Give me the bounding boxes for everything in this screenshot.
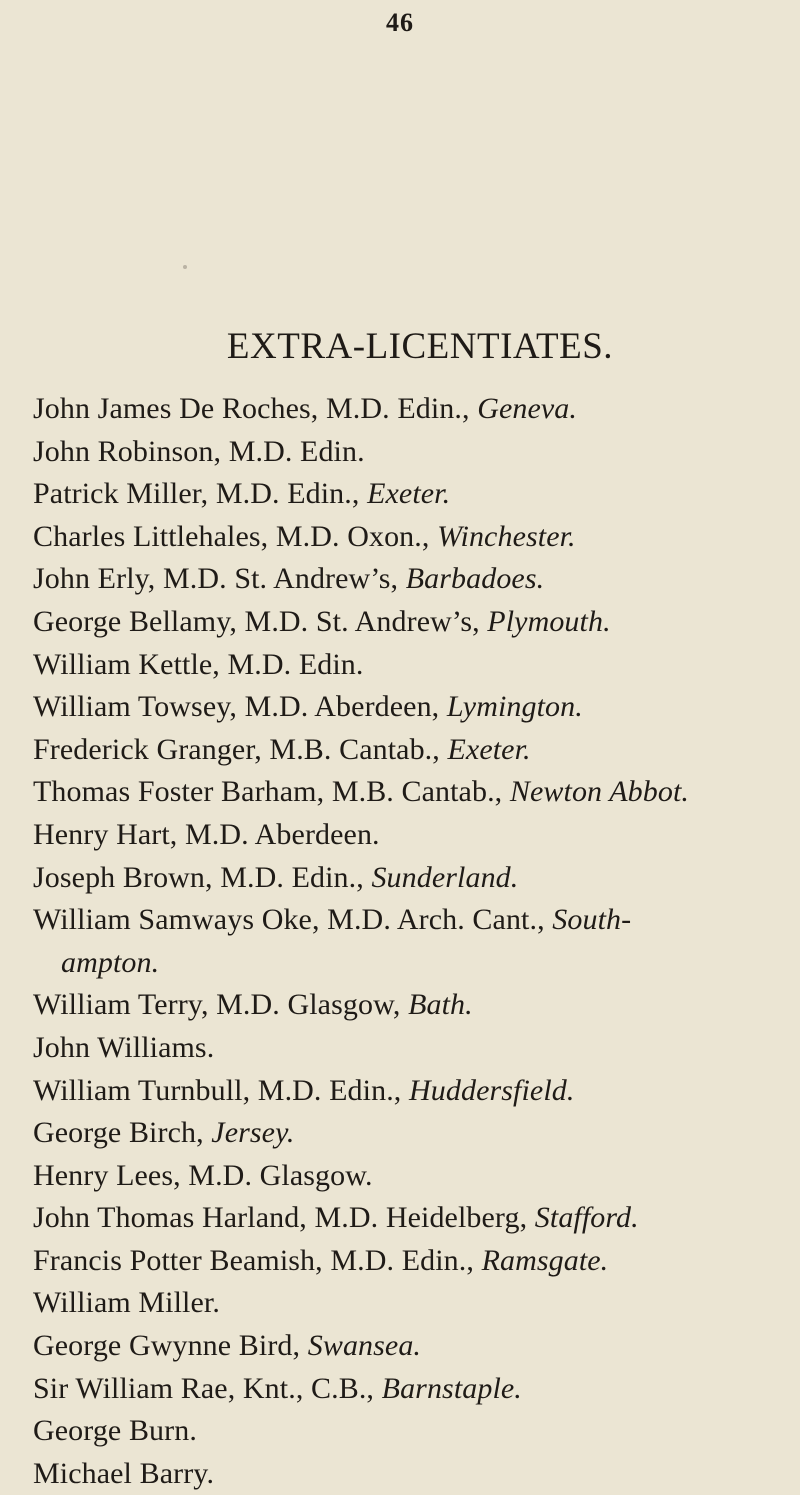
- entry-line: [33, 1031, 214, 1064]
- entry-line: [33, 775, 689, 808]
- entry-name: William Kettle, M.D. Edin.: [33, 647, 364, 681]
- list-item: [33, 1368, 798, 1411]
- entry-place: Swansea.: [307, 1329, 422, 1363]
- entry-place: Winchester.: [437, 519, 576, 553]
- entry-name: Joseph Brown, M.D. Edin.,: [33, 860, 372, 894]
- entry-line: [33, 1116, 294, 1149]
- entry-line: [33, 1244, 608, 1277]
- entry-name: John Thomas Harland, M.D. Heidelberg,: [33, 1201, 535, 1235]
- entry-name: Francis Potter Beamish, M.D. Edin.,: [33, 1243, 482, 1277]
- entry-place: Sunderland.: [371, 860, 519, 894]
- entry-line: [33, 818, 380, 851]
- entry-line: [33, 1414, 197, 1447]
- entry-name: Henry Lees, M.D. Glasgow.: [33, 1158, 373, 1192]
- entry-name: William Towsey, M.D. Aberdeen,: [33, 690, 447, 724]
- entry-line: [33, 1457, 214, 1490]
- list-item: [33, 857, 798, 900]
- list-item: [33, 601, 798, 644]
- entry-place: Plymouth.: [487, 604, 611, 638]
- entry-place: Bath.: [408, 988, 473, 1022]
- entry-name: Michael Barry.: [33, 1456, 215, 1490]
- entry-name: John James De Roches, M.D. Edin.,: [33, 392, 478, 425]
- entry-place: Barbadoes.: [405, 562, 545, 596]
- entry-line: [33, 477, 450, 510]
- entry-line: [33, 520, 576, 553]
- entry-name: William Terry, M.D. Glasgow,: [33, 988, 409, 1022]
- entry-line: [33, 861, 518, 894]
- entry-place: Barnstaple.: [381, 1371, 522, 1405]
- entry-name: John Williams.: [33, 1030, 215, 1064]
- entry-line: [33, 562, 544, 595]
- entry-line: [33, 988, 473, 1021]
- entry-place: Geneva.: [477, 392, 577, 425]
- entry-name: Sir William Rae, Knt., C.B.,: [33, 1371, 382, 1405]
- entry-line: [33, 435, 365, 468]
- list-item: [33, 771, 798, 814]
- entry-line: [33, 690, 583, 723]
- entry-place: Jersey.: [211, 1116, 295, 1150]
- list-item: [33, 1197, 798, 1240]
- entry-place: Exeter.: [447, 732, 531, 766]
- entry-name: Henry Hart, M.D. Aberdeen.: [33, 817, 380, 851]
- list-item: [33, 1282, 798, 1325]
- list-item: [33, 1155, 798, 1198]
- entry-place: Newton Abbot.: [509, 775, 689, 809]
- entry-line: [33, 1159, 373, 1192]
- entry-name: Patrick Miller, M.D. Edin.,: [33, 477, 368, 511]
- list-item: [33, 1453, 798, 1495]
- entry-line: [33, 1074, 574, 1107]
- list-item: [33, 644, 798, 687]
- section-title: EXTRA-LICENTIATES.: [226, 326, 614, 367]
- entry-name: William Miller.: [33, 1286, 220, 1320]
- entry-place: Huddersfield.: [409, 1073, 575, 1107]
- list-item: [33, 558, 798, 601]
- entry-name: John Robinson, M.D. Edin.: [33, 434, 365, 468]
- list-item: [33, 431, 798, 474]
- list-item: [33, 388, 798, 431]
- entry-place: Lymington.: [446, 690, 583, 724]
- entry-line: [33, 1372, 522, 1405]
- entry-name: George Gwynne Bird,: [33, 1329, 308, 1363]
- page-number: 46: [386, 8, 414, 37]
- entry-name: John Erly, M.D. St. Andrew’s,: [33, 562, 406, 596]
- entry-line: [33, 605, 611, 638]
- entry-place: ampton.: [61, 945, 160, 979]
- entry-name: William Samways Oke, M.D. Arch. Cant.,: [33, 903, 553, 937]
- list-item: [33, 814, 798, 857]
- entry-name: Frederick Granger, M.B. Cantab.,: [33, 732, 448, 766]
- entry-line: [33, 946, 159, 979]
- entry-line: [33, 648, 364, 681]
- entry-place: Stafford.: [534, 1201, 639, 1235]
- entry-place: South-: [552, 903, 632, 937]
- list-item: [33, 1112, 798, 1155]
- list-item: [33, 516, 798, 559]
- list-item: [33, 984, 798, 1027]
- entry-line: [33, 1329, 421, 1362]
- entry-line: [33, 733, 531, 766]
- entry-name: George Bellamy, M.D. St. Andrew’s,: [33, 604, 488, 638]
- entry-name: Thomas Foster Barham, M.B. Cantab.,: [33, 775, 510, 809]
- entry-name: William Turnbull, M.D. Edin.,: [33, 1073, 409, 1107]
- entry-line: [33, 1201, 639, 1234]
- list-item-continuation: [33, 942, 798, 985]
- paper-speck: [183, 265, 187, 269]
- entry-name: Charles Littlehales, M.D. Oxon.,: [33, 519, 438, 553]
- list-item: [33, 686, 798, 729]
- entry-line: [33, 1286, 220, 1319]
- licentiate-list: [33, 388, 798, 1495]
- list-item: [33, 1325, 798, 1368]
- list-item: [33, 1410, 798, 1453]
- list-item: [33, 1027, 798, 1070]
- list-item: [33, 729, 798, 772]
- list-item: [33, 473, 798, 516]
- list-item: [33, 1070, 798, 1113]
- entry-name: George Birch,: [33, 1116, 212, 1150]
- entry-line: [33, 392, 577, 425]
- entry-line: [33, 903, 631, 936]
- entry-place: Exeter.: [367, 477, 451, 511]
- entry-place: Ramsgate.: [481, 1243, 609, 1277]
- list-item: [33, 1240, 798, 1283]
- entry-name: George Burn.: [33, 1414, 197, 1448]
- list-item: [33, 899, 798, 942]
